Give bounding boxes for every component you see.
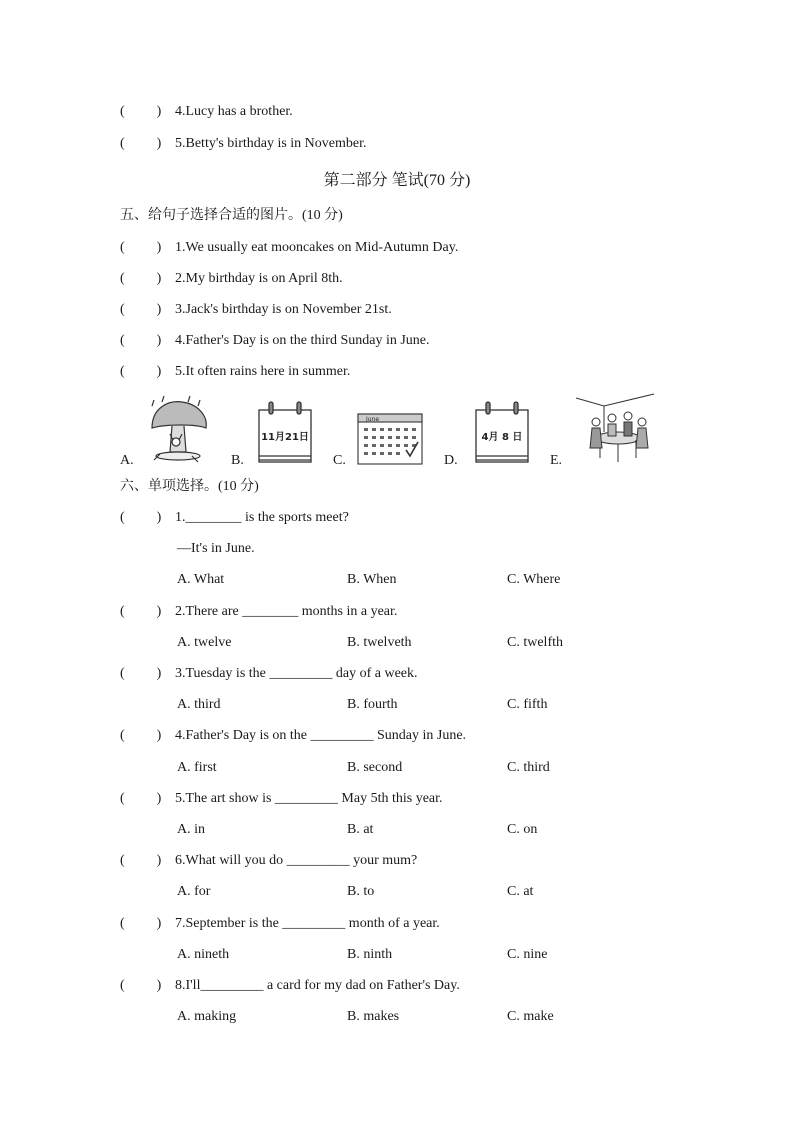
option-b[interactable]: B. twelveth bbox=[347, 635, 412, 650]
question-stem: 5.The art show is _________ May 5th this year. bbox=[175, 791, 443, 806]
question-text: 2.My birthday is on April 8th. bbox=[175, 271, 343, 286]
option-a[interactable]: A. making bbox=[177, 1009, 237, 1024]
option-c[interactable]: C. nine bbox=[507, 947, 548, 962]
option-c[interactable]: C. on bbox=[507, 822, 538, 837]
option-a[interactable]: A. first bbox=[177, 760, 217, 775]
question-stem: 7.September is the _________ month of a year. bbox=[175, 916, 440, 931]
picture-label: B. bbox=[231, 453, 244, 468]
answer-paren[interactable]: ( ) bbox=[120, 853, 162, 868]
question-text: 5.It often rains here in summer. bbox=[175, 364, 351, 379]
option-c[interactable]: C. make bbox=[507, 1009, 554, 1024]
answer-paren[interactable]: ( ) bbox=[120, 916, 162, 931]
question-row bbox=[120, 103, 293, 121]
question-row bbox=[120, 509, 349, 527]
question-text: 3.Jack's birthday is on November 21st. bbox=[175, 302, 392, 317]
question-text: 5.Betty's birthday is in November. bbox=[175, 136, 367, 151]
calendar-icon bbox=[255, 400, 315, 466]
section-heading: 五、给句子选择合适的图片。(10 分) bbox=[120, 208, 343, 223]
option-a[interactable]: A. third bbox=[177, 697, 221, 712]
section-heading: 六、单项选择。(10 分) bbox=[120, 479, 259, 494]
month-calendar-icon bbox=[356, 410, 424, 466]
option-a[interactable]: A. nineth bbox=[177, 947, 230, 962]
answer-paren[interactable]: ( ) bbox=[120, 104, 162, 119]
question-row bbox=[120, 363, 350, 381]
answer-paren[interactable]: ( ) bbox=[120, 364, 162, 379]
question-row bbox=[120, 790, 443, 808]
option-c[interactable]: C. third bbox=[507, 760, 550, 775]
answer-paren[interactable]: ( ) bbox=[120, 791, 162, 806]
answer-paren[interactable]: ( ) bbox=[120, 728, 162, 743]
option-c[interactable]: C. Where bbox=[507, 572, 561, 587]
answer-paren[interactable]: ( ) bbox=[120, 978, 162, 993]
question-row bbox=[120, 239, 458, 257]
question-row bbox=[120, 977, 460, 995]
question-row bbox=[120, 665, 418, 683]
question-response: —It's in June. bbox=[177, 541, 255, 556]
option-b[interactable]: B. at bbox=[347, 822, 374, 837]
option-b[interactable]: B. to bbox=[347, 884, 375, 899]
option-b[interactable]: B. makes bbox=[347, 1009, 400, 1024]
picture-label: E. bbox=[550, 453, 563, 468]
question-row bbox=[120, 727, 466, 745]
question-row bbox=[120, 332, 430, 350]
question-row bbox=[120, 603, 397, 621]
question-stem: 6.What will you do _________ your mum? bbox=[175, 853, 418, 868]
answer-paren[interactable]: ( ) bbox=[120, 604, 162, 619]
option-b[interactable]: B. second bbox=[347, 760, 403, 775]
answer-paren[interactable]: ( ) bbox=[120, 510, 162, 525]
question-row bbox=[120, 135, 367, 153]
answer-paren[interactable]: ( ) bbox=[120, 666, 162, 681]
calendar-date-text: 11月21日 bbox=[261, 432, 309, 443]
question-row bbox=[120, 915, 440, 933]
part-title: 第二部分 笔试(70 分) bbox=[323, 172, 471, 189]
option-a[interactable]: A. twelve bbox=[177, 635, 232, 650]
question-row bbox=[120, 301, 392, 319]
month-name-text: June bbox=[366, 416, 380, 423]
question-row bbox=[120, 270, 343, 288]
option-b[interactable]: B. fourth bbox=[347, 697, 398, 712]
option-a[interactable]: A. in bbox=[177, 822, 205, 837]
question-row bbox=[120, 852, 417, 870]
picture-label: D. bbox=[444, 453, 458, 468]
question-text: 4.Father's Day is on the third Sunday in June. bbox=[175, 333, 430, 348]
calendar-date-text: 4月 8 日 bbox=[481, 432, 523, 443]
option-c[interactable]: C. twelfth bbox=[507, 635, 563, 650]
question-stem: 2.There are ________ months in a year. bbox=[175, 604, 398, 619]
question-text: 1.We usually eat mooncakes on Mid-Autumn Day. bbox=[175, 240, 459, 255]
question-text: 4.Lucy has a brother. bbox=[175, 104, 293, 119]
family-table-icon bbox=[574, 392, 656, 466]
answer-paren[interactable]: ( ) bbox=[120, 136, 162, 151]
answer-paren[interactable]: ( ) bbox=[120, 240, 162, 255]
question-stem: 8.I'll_________ a card for my dad on Father's Day. bbox=[175, 978, 460, 993]
answer-paren[interactable]: ( ) bbox=[120, 302, 162, 317]
question-stem: 3.Tuesday is the _________ day of a week. bbox=[175, 666, 418, 681]
answer-paren[interactable]: ( ) bbox=[120, 271, 162, 286]
calendar-icon bbox=[472, 400, 532, 466]
option-b[interactable]: B. ninth bbox=[347, 947, 393, 962]
option-b[interactable]: B. When bbox=[347, 572, 397, 587]
picture-label: C. bbox=[333, 453, 346, 468]
answer-paren[interactable]: ( ) bbox=[120, 333, 162, 348]
mushroom-rain-icon bbox=[146, 394, 210, 466]
question-stem: 4.Father's Day is on the _________ Sunday in June. bbox=[175, 728, 467, 743]
option-a[interactable]: A. for bbox=[177, 884, 211, 899]
option-a[interactable]: A. What bbox=[177, 572, 225, 587]
option-c[interactable]: C. fifth bbox=[507, 697, 548, 712]
question-stem: 1.________ is the sports meet? bbox=[175, 510, 349, 525]
picture-label: A. bbox=[120, 453, 134, 468]
option-c[interactable]: C. at bbox=[507, 884, 534, 899]
